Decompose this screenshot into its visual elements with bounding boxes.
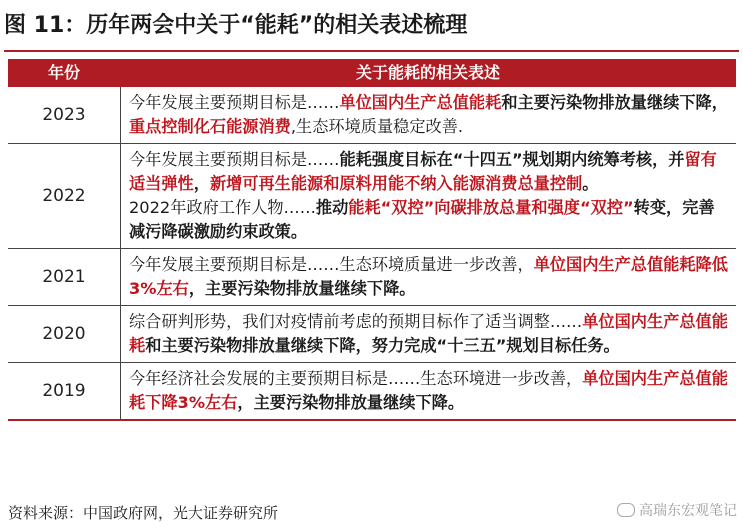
- header-year: 年份: [47, 63, 80, 82]
- highlighted-phrase: 留有适当弹性: [129, 150, 717, 193]
- highlighted-phrase: 能耗“双控”向碳排放总量和强度“双控”: [348, 198, 634, 217]
- row-statement: [121, 144, 736, 248]
- header-statements: 关于能耗的相关表述: [355, 63, 500, 82]
- statement-text: 今年发展主要预期目标是……: [129, 150, 340, 169]
- source-note: 资料来源：中国政府网，光大证券研究所: [8, 504, 279, 522]
- statement-text: 和主要污染物排放量继续下降，: [501, 93, 728, 112]
- row-year: 2020: [8, 306, 121, 362]
- statement-text: 综合研判形势，我们对疫情前考虑的预期目标作了适当调整……: [129, 312, 583, 331]
- statements-table: [8, 59, 736, 421]
- statement-text: ，: [193, 174, 210, 193]
- row-statement: [121, 363, 736, 419]
- statement-text: 。: [582, 174, 599, 193]
- statement-text: 今年经济社会发展的主要预期目标是……生态环境进一步改善，: [129, 369, 583, 388]
- table-row: [8, 249, 736, 306]
- row-statement: [121, 249, 736, 305]
- highlighted-phrase: 新增可再生能源和原料用能不纳入能源消费总量控制: [209, 174, 583, 193]
- wechat-icon: [617, 503, 635, 517]
- table-row: [8, 306, 736, 363]
- statement-text: 能耗强度目标在“十四五”规划期内统筹考核，并: [339, 150, 685, 169]
- highlighted-phrase: 单位国内生产总值能耗降低3%左右: [129, 255, 728, 298]
- statement-text: ，主要污染物排放量继续下降。: [237, 393, 465, 412]
- row-statement: [121, 306, 736, 362]
- statement-text: 转变，完善减污降碳激励约束政策。: [129, 198, 715, 241]
- statement-text: ,生态环境质量稳定改善.: [290, 117, 464, 136]
- figure-title: 图 11：历年两会中关于“能耗”的相关表述梳理: [4, 13, 468, 38]
- table-header: [8, 59, 736, 87]
- row-year: 2022: [8, 144, 121, 248]
- table-row: [8, 87, 736, 144]
- row-year: 2021: [8, 249, 121, 305]
- statement-text: ，主要污染物排放量继续下降。: [188, 279, 416, 298]
- statement-text: 和主要污染物排放量继续下降，努力完成“十三五”规划目标任务。: [145, 336, 620, 355]
- highlighted-phrase: 单位国内生产总值能耗下降3%左右: [129, 369, 728, 412]
- statement-text: 今年发展主要预期目标是……生态环境质量进一步改善，: [129, 255, 534, 274]
- row-year: 2019: [8, 363, 121, 419]
- watermark-text: 高瑞东宏观笔记: [639, 503, 737, 519]
- table-body: [8, 87, 736, 421]
- statement-text: 2022年政府工作人物……: [129, 198, 316, 217]
- statement-text: 推动: [315, 198, 349, 217]
- table-row: [8, 363, 736, 421]
- row-year: 2023: [8, 87, 121, 143]
- title-divider: [4, 50, 739, 52]
- highlighted-phrase: 单位国内生产总值能耗: [129, 312, 728, 355]
- highlighted-phrase: 重点控制化石能源消费: [129, 117, 291, 136]
- highlighted-phrase: 单位国内生产总值能耗: [339, 93, 502, 112]
- row-statement: [121, 87, 736, 143]
- watermark: [617, 500, 737, 520]
- table-row: [8, 144, 736, 249]
- statement-text: 今年发展主要预期目标是……: [129, 93, 340, 112]
